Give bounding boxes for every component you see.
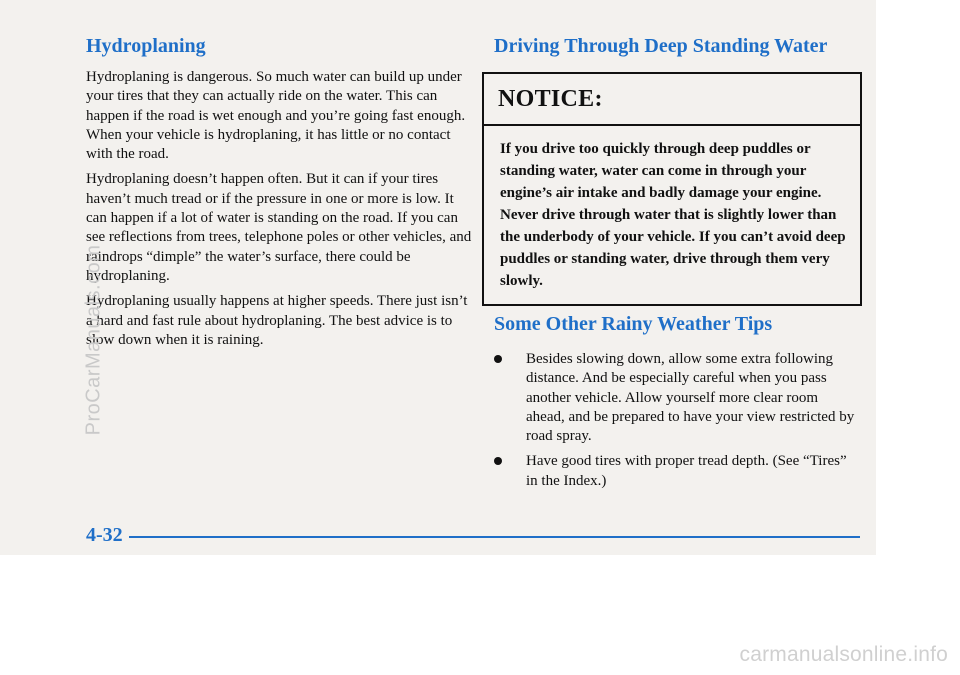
page-footer xyxy=(86,520,860,550)
notice-body: If you drive too quickly through deep puddles or standing water, water can come in through your engine’s air intake and badly damage your engine. Never drive through water that is slightly lower than the underbody of your vehicle. If you can’t avoid deep puddles or standing water, drive through them very slowly. xyxy=(500,141,846,289)
deep-water-heading: Driving Through Deep Standing Water xyxy=(494,35,828,57)
notice-title: NOTICE: xyxy=(498,85,603,112)
tip-item xyxy=(494,452,856,491)
footer-rule xyxy=(129,536,860,538)
hydroplaning-paragraph-2: Hydroplaning doesn’t happen often. But it can if your tires haven’t much tread or if the pressure in one or more is low. It can happen if a lot of water is standing on the road. If you can see reflections from trees, telephone poles or other vehicles, and raindrops “dimple” the water’s surface, there could be hydroplaning. xyxy=(86,171,472,284)
notice-header xyxy=(484,74,860,126)
bullet-icon xyxy=(494,457,502,465)
tip-text: Have good tires with proper tread depth. (See “Tires” in the Index.) xyxy=(526,453,847,489)
carmanualsonline-watermark: carmanualsonline.info xyxy=(739,643,948,666)
hydroplaning-heading: Hydroplaning xyxy=(86,35,206,57)
rainy-weather-tips-heading: Some Other Rainy Weather Tips xyxy=(494,313,773,335)
hydroplaning-paragraph-1: Hydroplaning is dangerous. So much water can build up under your tires that they can actually ride on the water. This can happen if the road is wet enough and you’re going fast enough. When your vehicle is hydroplaning, it has little or no contact with the road. xyxy=(86,69,466,163)
hydroplaning-paragraph-3: Hydroplaning usually happens at higher speeds. There just isn’t a hard and fast rule about hydroplaning. The best advice is to slow down when it is raining. xyxy=(86,293,468,348)
left-column xyxy=(86,28,472,356)
tip-text: Besides slowing down, allow some extra following distance. And be especially careful when you pass another vehicle. Allow yourself more clear room ahead, and be prepared to have your view restricted by road spray. xyxy=(526,351,855,445)
right-column xyxy=(494,28,856,497)
notice-box xyxy=(482,72,862,306)
tips-list xyxy=(494,350,856,491)
bullet-icon xyxy=(494,355,502,363)
tip-item xyxy=(494,350,856,446)
procarmanuals-watermark: ProCarManuals.com xyxy=(82,244,105,436)
page-number: 4-32 xyxy=(86,523,123,546)
